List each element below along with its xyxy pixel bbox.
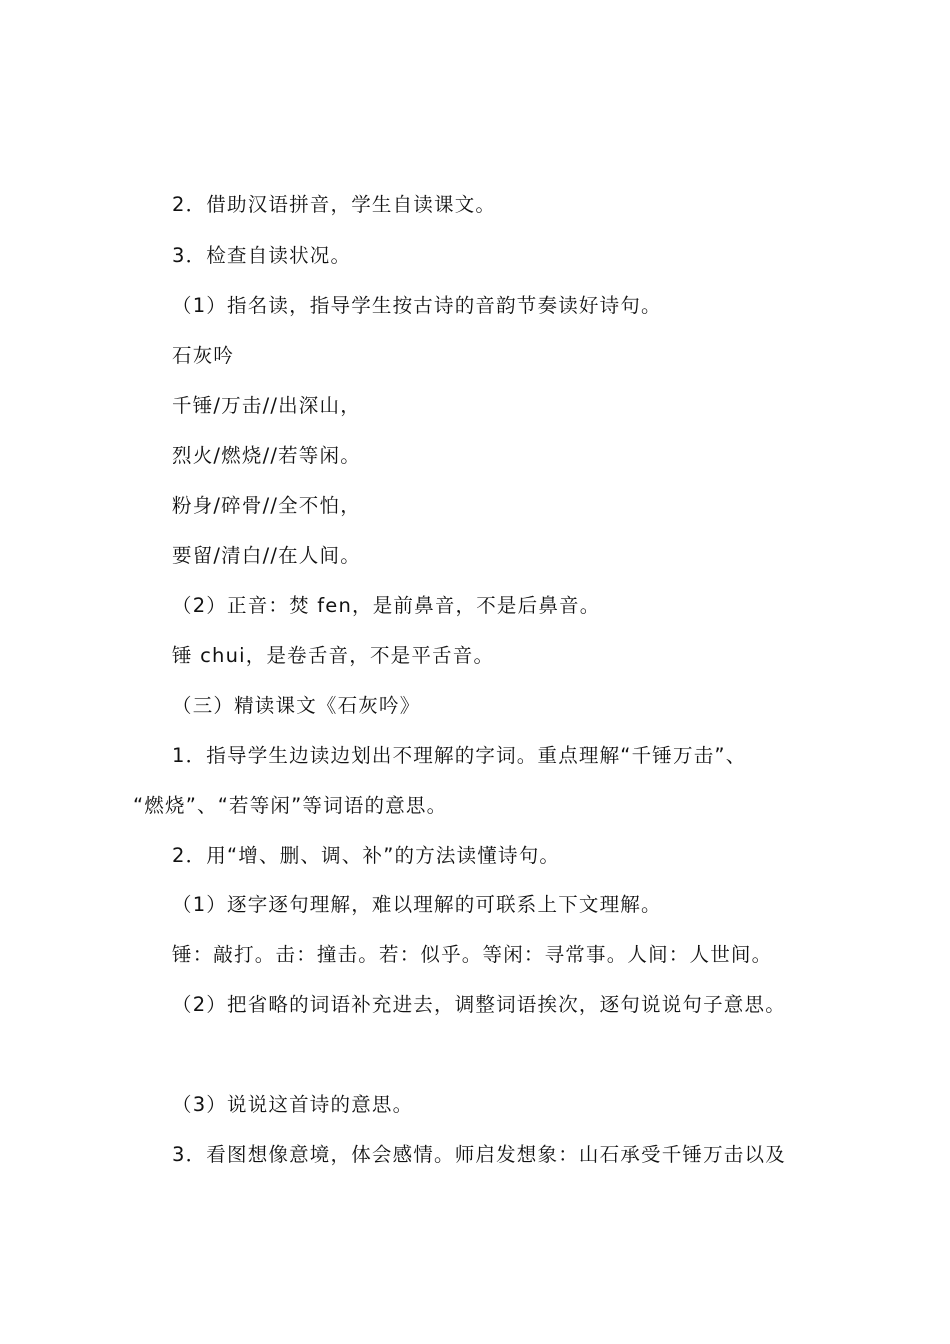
paragraph-line: 锤：敲打。击：撞击。若：似乎。等闲：寻常事。人间：人世间。 [172, 943, 773, 966]
poem-line: 烈火/燃烧//若等闲。 [172, 444, 361, 467]
paragraph-line: 1．指导学生边读边划出不理解的字词。重点理解“千锤万击”、 [172, 744, 747, 767]
paragraph-line: （1）逐字逐句理解，难以理解的可联系上下文理解。 [172, 893, 662, 916]
section-heading: （三）精读课文《石灰吟》 [172, 694, 421, 717]
paragraph-line: 2．借助汉语拼音，学生自读课文。 [172, 193, 497, 216]
paragraph-line: 3．检查自读状况。 [172, 244, 352, 267]
paragraph-line: （2）把省略的词语补充进去，调整词语挨次，逐句说说句子意思。 [172, 993, 786, 1016]
poem-line: 千锤/万击//出深山， [172, 394, 361, 417]
paragraph-line: 2．用“增、删、调、补”的方法读懂诗句。 [172, 844, 561, 867]
paragraph-line: 3．看图想像意境，体会感情。师启发想象：山石承受千锤万击以及 [172, 1143, 786, 1166]
poem-line: 要留/清白//在人间。 [172, 544, 361, 567]
paragraph-line: （3）说说这首诗的意思。 [172, 1093, 414, 1116]
poem-title: 石灰吟 [172, 344, 235, 367]
paragraph-line: （1）指名读，指导学生按古诗的音韵节奏读好诗句。 [172, 294, 662, 317]
paragraph-line: 锤 chui，是卷舌音，不是平舌音。 [172, 644, 495, 667]
poem-line: 粉身/碎骨//全不怕， [172, 494, 361, 517]
paragraph-line: “燃烧”、“若等闲”等词语的意思。 [133, 794, 448, 817]
paragraph-line: （2）正音：焚 fen，是前鼻音，不是后鼻音。 [172, 594, 601, 617]
